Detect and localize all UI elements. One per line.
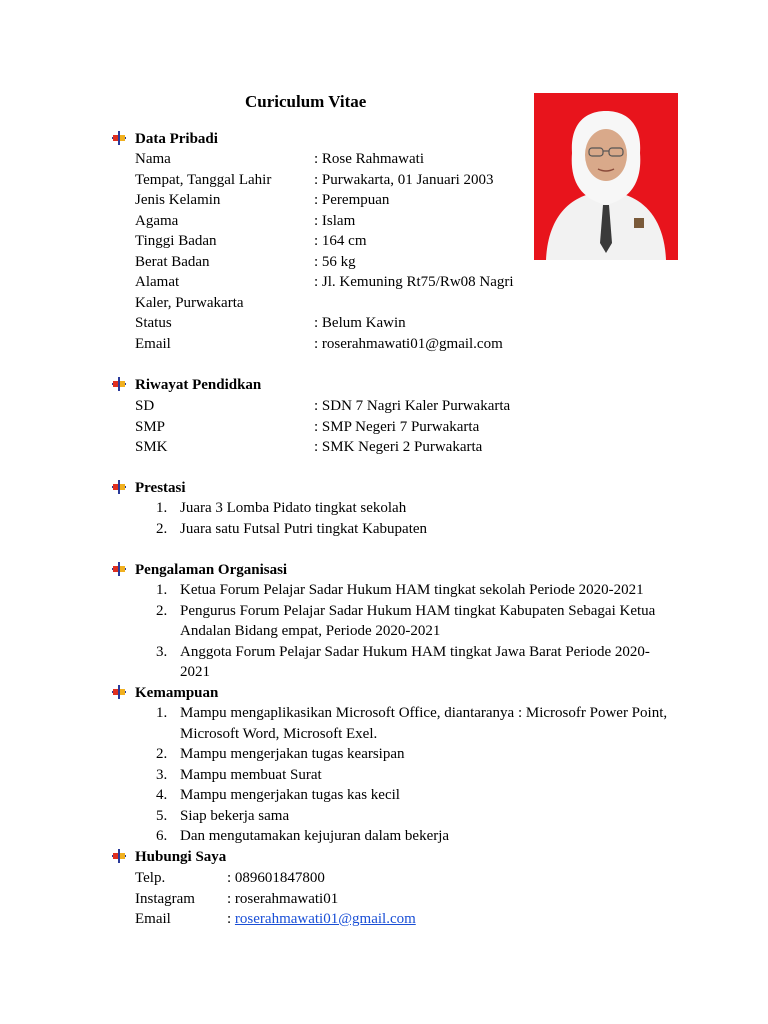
- field-value: : roserahmawati01: [227, 890, 339, 907]
- section-heading-organisasi: [111, 560, 287, 580]
- field-label: Email: [135, 911, 171, 927]
- field-label: SD: [135, 398, 155, 414]
- section-heading-label: Hubungi Saya: [135, 849, 227, 865]
- field-value: : 56 kg: [314, 253, 356, 270]
- field-label: Berat Badan: [135, 253, 210, 270]
- field-label: Instagram: [135, 890, 195, 907]
- section-heading-label: Riwayat Pendidkan: [135, 377, 262, 393]
- field-value: : SMK Negeri 2 Purwakarta: [314, 439, 483, 455]
- list-text: Juara satu Futsal Putri tingkat Kabupaten: [180, 520, 428, 537]
- list-item: [156, 806, 289, 826]
- list-item: [156, 703, 667, 723]
- section-bullet-icon: [111, 561, 127, 577]
- section-heading-label: Data Pribadi: [135, 131, 218, 147]
- field-label: Email: [135, 335, 171, 352]
- field-value: : Perempuan: [314, 192, 390, 208]
- field-value: : Islam: [314, 212, 356, 229]
- list-number: 2.: [156, 602, 168, 619]
- field-label: SMP: [135, 418, 166, 435]
- section-bullet-icon: [111, 684, 127, 700]
- list-text: Mampu membuat Surat: [180, 766, 322, 783]
- list-item: [156, 601, 655, 621]
- list-item: [156, 826, 449, 846]
- list-number: 1.: [156, 500, 168, 516]
- section-heading-kemampuan: [111, 683, 218, 703]
- list-item-continuation: Microsoft Word, Microsoft Exel.: [180, 725, 378, 742]
- section-heading-prestasi: [111, 478, 186, 498]
- field-value: : 089601847800: [227, 870, 325, 886]
- field-value: : SMP Negeri 7 Purwakarta: [314, 418, 480, 435]
- list-item: [156, 765, 322, 785]
- list-number: 4.: [156, 787, 168, 803]
- list-item: [156, 744, 405, 764]
- field-label: SMK: [135, 439, 168, 455]
- field-value: : SDN 7 Nagri Kaler Purwakarta: [314, 398, 511, 414]
- field-value: : Purwakarta, 01 Januari 2003: [314, 171, 494, 188]
- list-text: Mampu mengerjakan tugas kearsipan: [180, 746, 405, 762]
- list-text: Siap bekerja sama: [180, 807, 290, 824]
- section-bullet-icon: [111, 479, 127, 495]
- field-label: Telp.: [135, 870, 166, 886]
- list-text: Mampu mengaplikasikan Microsoft Office, diantaranya : Microsofr Power Point,: [180, 705, 668, 721]
- section-heading-pribadi: [111, 129, 218, 149]
- field-value: : Belum Kawin: [314, 315, 406, 331]
- list-item: [156, 785, 400, 805]
- profile-photo: [534, 93, 678, 260]
- section-heading-label: Prestasi: [135, 480, 186, 496]
- list-text: Juara 3 Lomba Pidato tingkat sekolah: [180, 500, 407, 516]
- list-number: 3.: [156, 766, 168, 783]
- field-label: Tempat, Tanggal Lahir: [135, 171, 272, 188]
- list-number: 1.: [156, 582, 168, 598]
- field-label: Agama: [135, 212, 179, 229]
- list-item-continuation: 2021: [180, 664, 210, 680]
- document-title: Curiculum Vitae: [245, 92, 367, 111]
- field-label: Status: [135, 315, 172, 331]
- list-number: 2.: [156, 746, 168, 762]
- section-bullet-icon: [111, 130, 127, 146]
- field-value: : Rose Rahmawati: [314, 151, 424, 167]
- field-value: : roserahmawati01@gmail.com: [314, 335, 503, 352]
- section-bullet-icon: [111, 376, 127, 392]
- list-number: 5.: [156, 807, 168, 824]
- list-number: 3.: [156, 643, 168, 660]
- list-item: [156, 498, 406, 518]
- list-text: Mampu mengerjakan tugas kas kecil: [180, 787, 400, 803]
- field-label: Jenis Kelamin: [135, 192, 221, 208]
- field-value: : 164 cm: [314, 233, 367, 249]
- list-number: 6.: [156, 828, 168, 844]
- list-text: Dan mengutamakan kejujuran dalam bekerja: [180, 828, 450, 844]
- section-heading-label: Kemampuan: [135, 685, 219, 701]
- list-text: Ketua Forum Pelajar Sadar Hukum HAM tingkat sekolah Periode 2020-2021: [180, 582, 644, 598]
- list-item: [156, 642, 650, 662]
- email-link[interactable]: roserahmawati01@gmail.com: [234, 911, 416, 927]
- list-number: 2.: [156, 520, 168, 537]
- section-bullet-icon: [111, 848, 127, 864]
- section-heading-pendidikan: [111, 375, 261, 395]
- field-label: Kaler, Purwakarta: [135, 294, 244, 311]
- list-item-continuation: Andalan Bidang empat, Periode 2020-2021: [180, 623, 441, 639]
- list-number: 1.: [156, 705, 168, 721]
- section-heading-label: Pengalaman Organisasi: [135, 562, 288, 578]
- field-label: Alamat: [135, 274, 180, 290]
- field-label: Nama: [135, 151, 171, 167]
- section-heading-kontak: [111, 847, 226, 867]
- list-text: Anggota Forum Pelajar Sadar Hukum HAM tingkat Jawa Barat Periode 2020-: [180, 643, 650, 660]
- list-text: Pengurus Forum Pelajar Sadar Hukum HAM tingkat Kabupaten Sebagai Ketua: [180, 602, 656, 619]
- list-item: [156, 519, 427, 539]
- field-value: : roserahmawati01@gmail.com: [227, 911, 416, 927]
- field-label: Tinggi Badan: [135, 233, 217, 249]
- field-value: : Jl. Kemuning Rt75/Rw08 Nagri: [314, 274, 514, 290]
- list-item: [156, 580, 644, 600]
